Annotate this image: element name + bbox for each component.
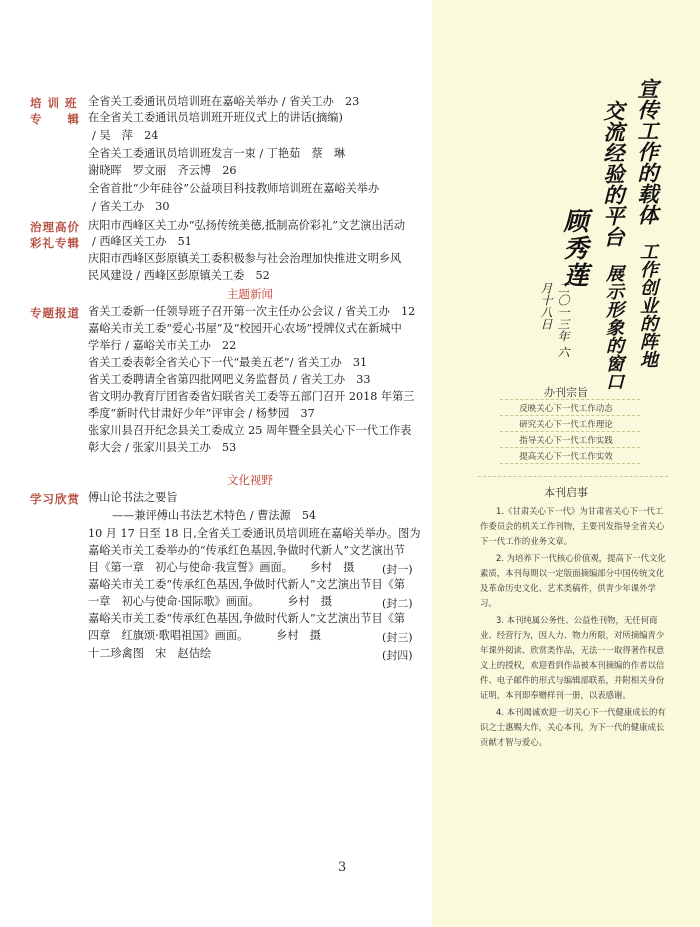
toc-entry[interactable]: / 吴 萍 24 — [92, 129, 159, 142]
toc-entry[interactable]: 省关工委聘请全省第四批网吧义务监督员 / 省关工办 33 — [88, 373, 371, 386]
toc-entry[interactable]: 全省关工委通讯员培训班在嘉峪关举办 / 省关工办 23 — [88, 95, 360, 108]
toc-entry[interactable]: 季度“新时代甘肃好少年”评审会 / 杨梦园 37 — [88, 407, 315, 420]
divider — [500, 431, 640, 432]
notice-paragraph: 2. 为培养下一代核心价值观，提高下一代文化素质，本刊每期以一定版面摘编部分中国传统文化及革命历史文化、艺术类稿件，供青少年课外学习。 — [480, 553, 666, 608]
toc-entry[interactable]: 全省关工委通讯员培训班发言一束 / 丁艳茹 蔡 琳 — [88, 147, 346, 160]
category-feature-report: 专题报道 — [30, 306, 80, 320]
notice-heading: 本刊启事 — [544, 486, 588, 499]
cover-caption: 十二珍禽图 宋 赵佶绘 — [88, 647, 212, 660]
toc-entry[interactable]: 省关工委表彰全省关心下一代“最美五老”/ 省关工办 31 — [88, 356, 368, 369]
toc-entry[interactable]: 庆阳市西峰区彭原镇关工委积极参与社会治理加快推进文明乡风 — [88, 252, 402, 265]
toc-entry[interactable]: 彰大会 / 张家川县关工办 53 — [88, 441, 237, 454]
cover-caption: 一章 初心与使命·国际歌》画面。 乡村 摄 — [88, 595, 333, 608]
calligraphy-signature: 顾秀莲 — [560, 208, 589, 289]
purpose-item: 提高关心下一代工作实效 — [519, 452, 613, 462]
purpose-item: 研究关心下一代工作理论 — [519, 420, 613, 430]
toc-entry[interactable]: / 省关工办 30 — [92, 200, 170, 213]
notice-body — [480, 504, 668, 752]
notice-paragraph: 3. 本刊纯属公务性、公益性刊物，无任何商业、经营行为，因人力、物力所限，对所摘编青少年课外阅读、欣赏类作品，无法一一取得著作权意义上的授权，欢迎看到作品被本刊摘编的作者以信件、电子邮件的形式与编辑部联系，并附相关身份证明，本刊即奉赠样刊一册，以表感谢。 — [480, 615, 665, 700]
toc-entry[interactable]: 省文明办教育厅团省委省妇联省关工委等五部门召开 2018 年第三 — [88, 390, 415, 403]
section-header-culture: 文化视野 — [227, 473, 273, 487]
purpose-heading: 办刊宗旨 — [544, 386, 588, 399]
cover-label: (封一) — [382, 563, 413, 576]
toc-entry[interactable]: 傅山论书法之要旨 — [88, 491, 178, 504]
toc-entry[interactable]: 谢晓晖 罗文丽 齐云博 26 — [88, 164, 237, 177]
calligraphy-column: 宣传工作的载体 — [635, 78, 660, 225]
cover-label: (封四) — [382, 649, 413, 662]
page-number: 3 — [338, 860, 347, 875]
toc-entry[interactable]: ——兼评傅山书法艺术特色 / 曹法源 54 — [112, 509, 317, 522]
cover-caption: 10 月 17 日至 18 日,全省关工委通讯员培训班在嘉峪关举办。图为 — [88, 527, 421, 540]
calligraphy-column: 展示形象的窗口 — [603, 264, 624, 390]
category-special: 专 辑 — [30, 112, 80, 126]
toc-entry[interactable]: 张家川县召开纪念县关工委成立 25 周年暨全县关心下一代工作表 — [88, 424, 412, 437]
divider — [500, 463, 640, 464]
category-study-appreciation: 学习欣赏 — [30, 492, 80, 506]
toc-entry[interactable]: 嘉峪关市关工委“爱心书屋”及“校园开心农场”授牌仪式在新城中 — [88, 322, 402, 335]
cover-caption: 嘉峪关市关工委“传承红色基因,争做时代新人”文艺演出节目《第 — [88, 612, 406, 625]
cover-label: (封二) — [382, 597, 413, 610]
toc-entry[interactable]: 庆阳市西峰区关工办“弘扬传统美德,抵制高价彩礼”文艺演出活动 — [88, 219, 406, 232]
purpose-item: 反映关心下一代工作动态 — [519, 404, 613, 414]
category-governance-2: 彩礼专辑 — [30, 236, 80, 250]
notice-paragraph: 1.《甘肃关心下一代》为甘肃省关心下一代工作委员会的机关工作刊物，主要刊发指导全省关心下一代工作的业务文章。 — [480, 506, 665, 546]
toc-entry[interactable]: 民风建设 / 西峰区彭原镇关工委 52 — [88, 269, 270, 282]
divider — [500, 447, 640, 448]
notice-paragraph: 4. 本刊竭诚欢迎一切关心下一代健康成长的有识之士惠赐大作，关心本刊，为下一代的健康成长贡献才智与爱心。 — [480, 707, 666, 747]
cover-caption: 四章 红旗颂·歌唱祖国》画面。 乡村 摄 — [88, 629, 321, 642]
category-training: 培 训 班 — [30, 96, 78, 110]
cover-label: (封三) — [382, 631, 413, 644]
cover-caption: 嘉峪关市关工委举办的“传承红色基因,争做时代新人”文艺演出节 — [88, 544, 406, 557]
calligraphy-column: 工作创业的阵地 — [637, 242, 658, 368]
calligraphy-date: 二〇一三年 六月十八日 — [539, 282, 570, 358]
toc-entry[interactable]: 学举行 / 嘉峪关市关工办 22 — [88, 339, 237, 352]
divider — [500, 399, 640, 400]
toc-entry[interactable]: / 西峰区关工办 51 — [92, 235, 192, 248]
toc-entry[interactable]: 全省首批“少年硅谷”公益项目科技教师培训班在嘉峪关举办 — [88, 182, 380, 195]
category-governance-1: 治理高价 — [30, 220, 80, 234]
cover-caption: 嘉峪关市关工委“传承红色基因,争做时代新人”文艺演出节目《第 — [88, 578, 406, 591]
section-header-news: 主题新闻 — [227, 287, 273, 301]
toc-entry[interactable]: 省关工委新一任领导班子召开第一次主任办公会议 / 省关工办 12 — [88, 305, 416, 318]
divider — [478, 476, 668, 477]
calligraphy-column: 交流经验的平台 — [601, 100, 626, 247]
toc-entry[interactable]: 在全省关工委通讯员培训班开班仪式上的讲话(摘编) — [88, 111, 343, 124]
divider — [500, 415, 640, 416]
purpose-item: 指导关心下一代工作实践 — [519, 436, 613, 446]
cover-caption: 目《第一章 初心与使命·我宣誓》画面。 乡村 摄 — [88, 561, 355, 574]
